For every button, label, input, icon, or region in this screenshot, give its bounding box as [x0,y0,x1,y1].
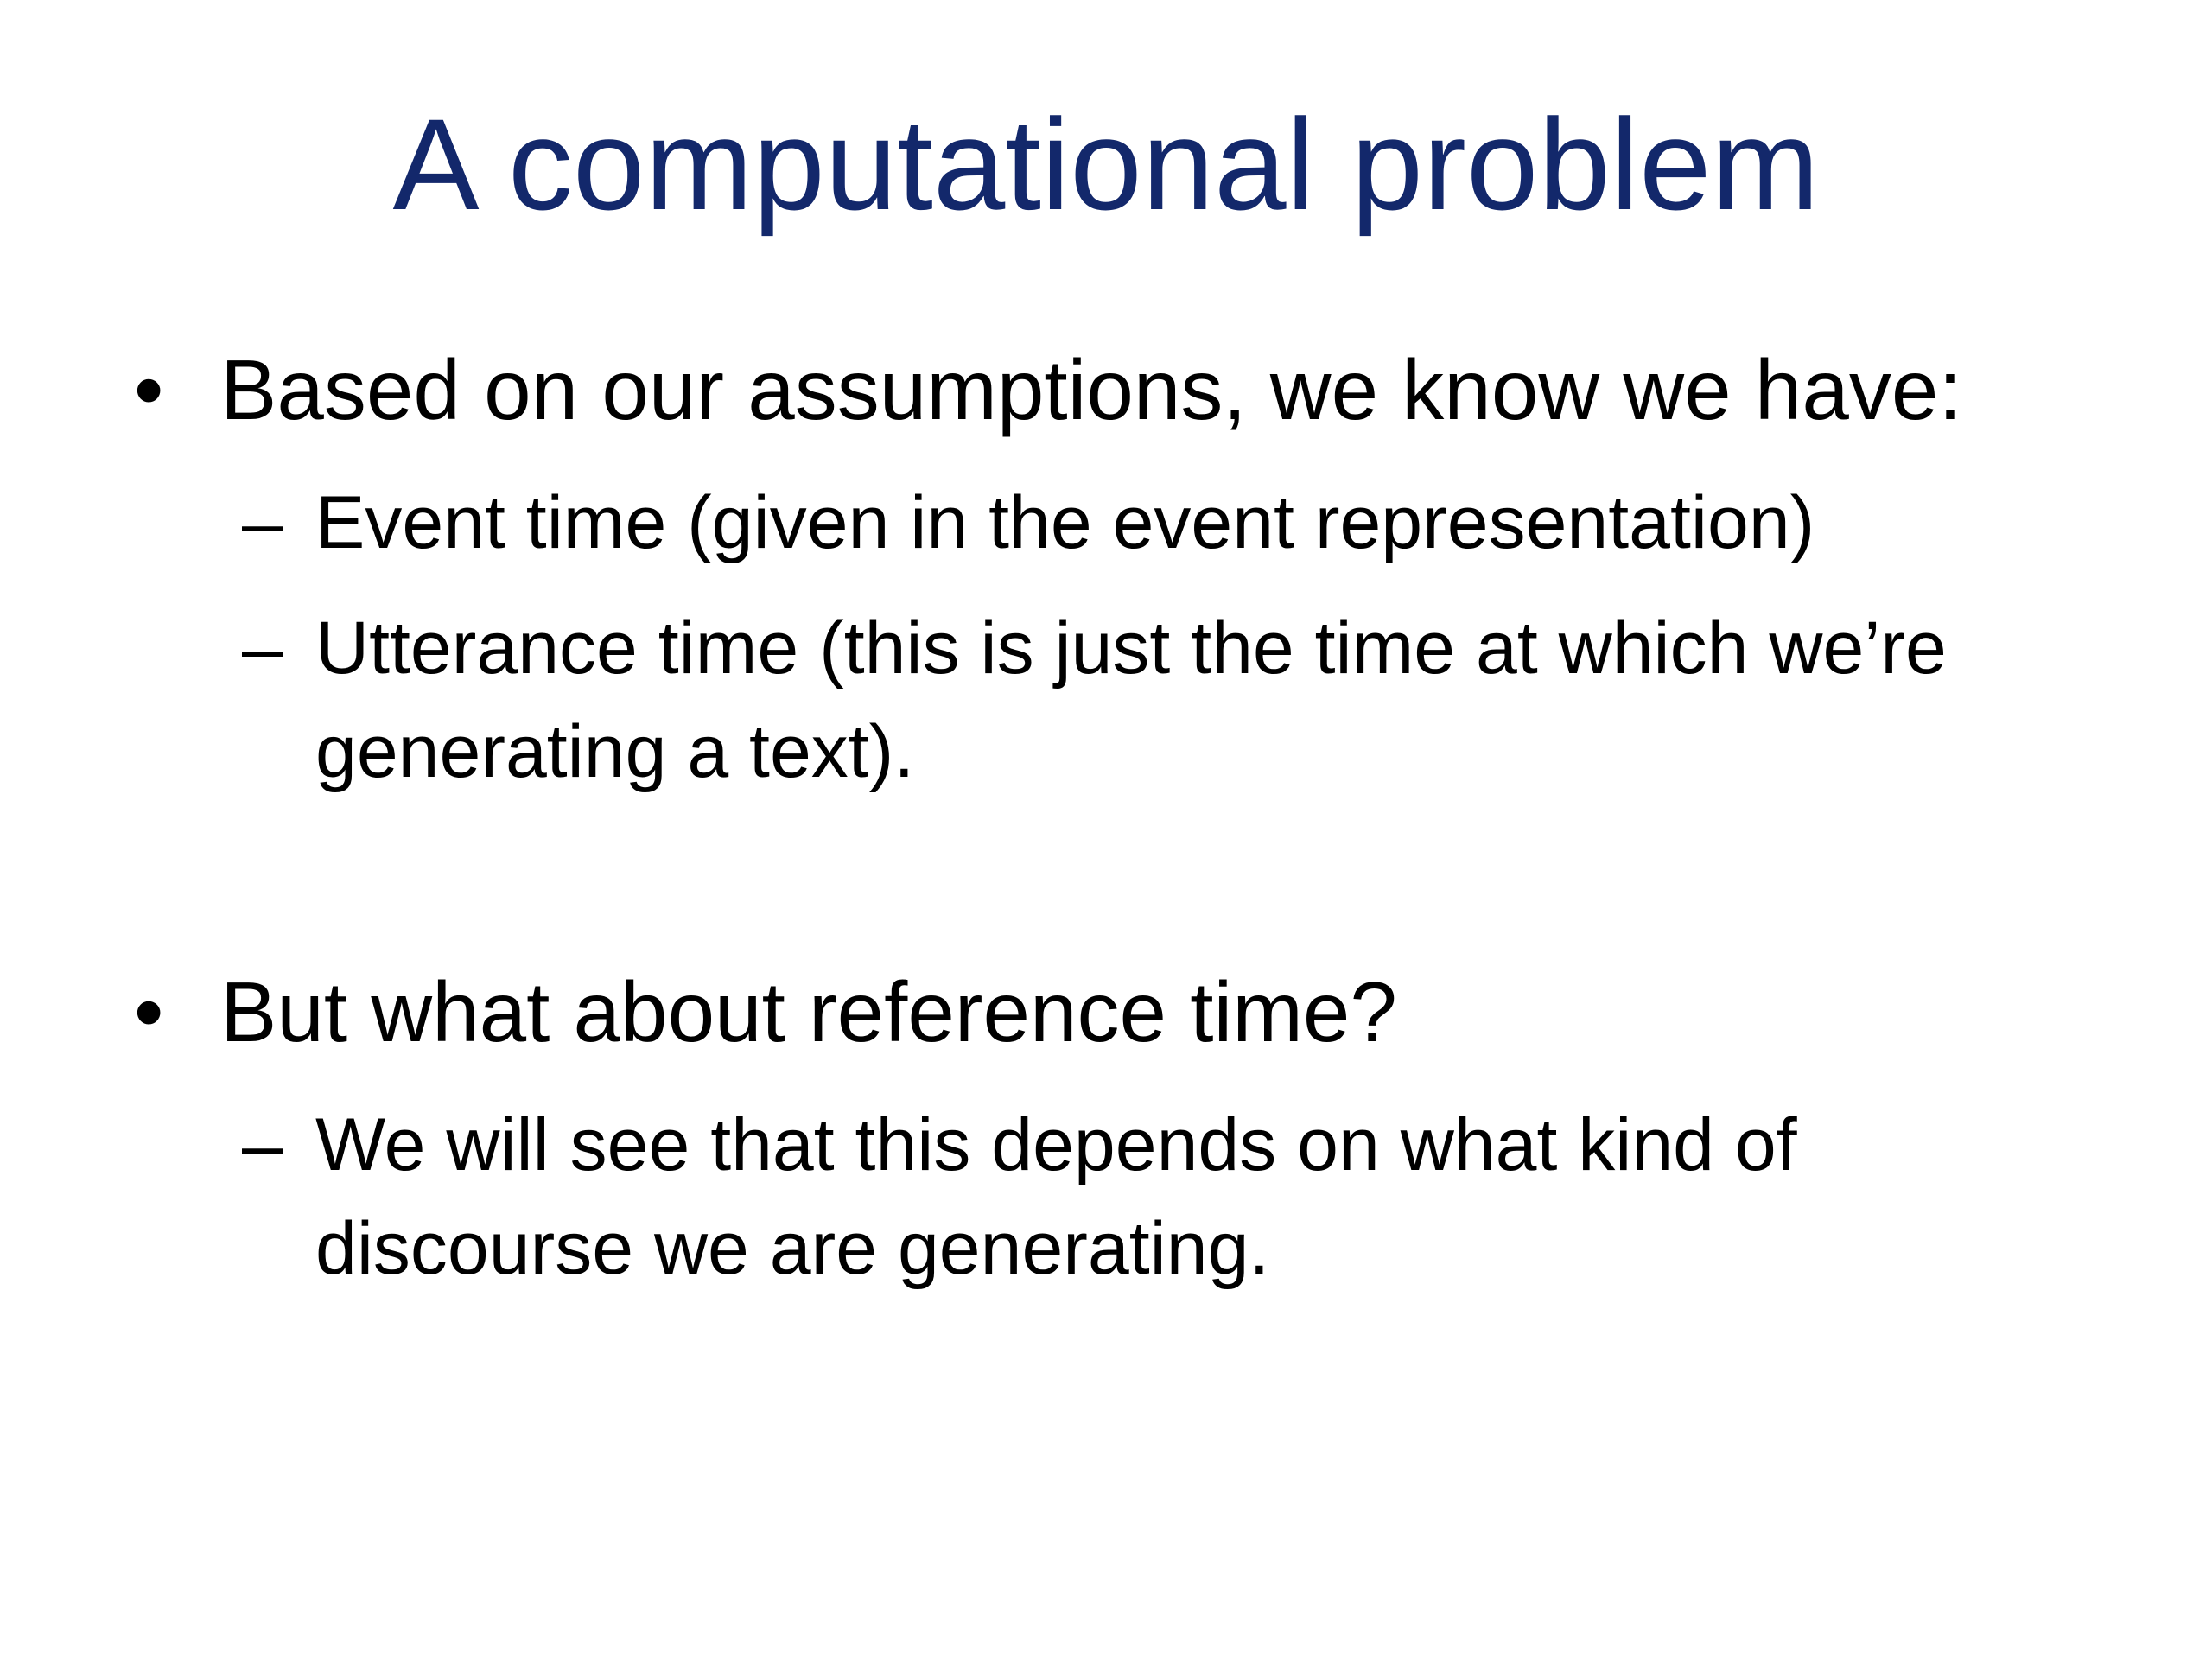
bullet-item [134,339,2121,442]
bullet-marker: • [134,342,164,437]
slide-title: A computational problem [392,92,1820,237]
sub-bullet-item [242,471,2143,575]
bullet-marker: • [134,964,164,1059]
sub-bullet-text: Utterance time (this is just the time at which we’re [315,607,1947,690]
sub-bullet-text-continuation: generating a text). [315,710,915,793]
sub-bullet-marker: – [242,481,283,564]
sub-bullet-text: We will see that this depends on what kind of [315,1103,1797,1186]
bullet-item [134,961,2121,1065]
sub-bullet-text-continuation: discourse we are generating. [315,1207,1270,1290]
sub-bullet-text: Event time (given in the event representation) [315,481,1815,564]
sub-bullet-item [242,1093,2143,1300]
sub-bullet-item [242,596,2143,804]
sub-bullet-marker: – [242,1103,283,1186]
bullet-text: Based on our assumptions, we know we have: [220,342,1962,437]
bullet-text: But what about reference time? [220,964,1397,1059]
sub-bullet-marker: – [242,607,283,690]
